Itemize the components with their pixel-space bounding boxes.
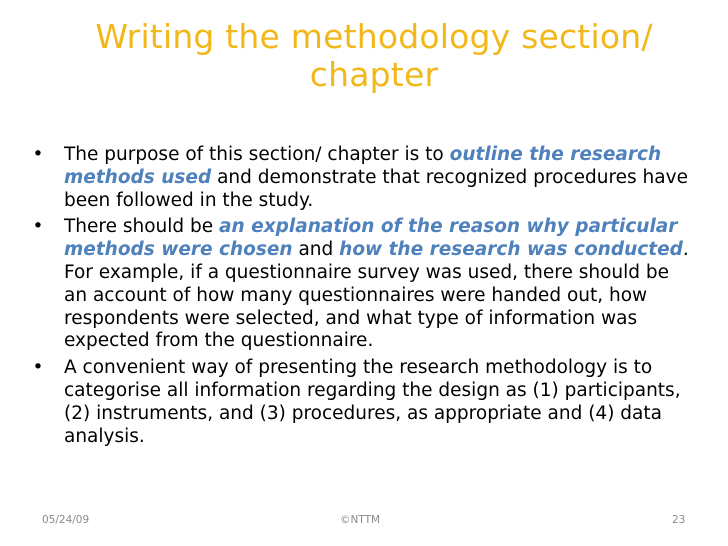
footer-date: 05/24/09 (42, 514, 90, 526)
footer-page-number: 23 (672, 514, 686, 526)
bullet-text: There should be (64, 216, 220, 238)
bullet-item-categorise (20, 357, 695, 448)
bullet-marker: • (32, 357, 44, 379)
bullet-list (20, 144, 695, 452)
bullet-item-purpose (20, 144, 695, 212)
slide-title (40, 18, 708, 94)
footer-copyright: ©NTTM (340, 514, 381, 526)
bullet-text: and (292, 239, 340, 261)
bullet-emphasis: an explanation of the reason why particular methods were chosen (64, 216, 678, 261)
bullet-text: and demonstrate that recognized procedures have been followed in the study. (64, 166, 688, 211)
bullet-item-explanation (20, 216, 695, 353)
bullet-marker: • (32, 216, 44, 238)
bullet-emphasis: outline the research methods used (64, 144, 662, 188)
bullet-text: A convenient way of presenting the research methodology is to categorise all information regarding the design as (1) participants, (2) instruments, and (3) procedures, as appropriate and (4) data analysis. (64, 357, 681, 447)
slide-title-line2: chapter (309, 55, 439, 94)
slide-title-line1: Writing the methodology section/ (95, 17, 653, 56)
bullet-emphasis: how the research was conducted (339, 239, 683, 261)
bullet-marker: • (32, 144, 44, 165)
bullet-text: . For example, if a questionnaire survey was used, there should be an account of how many questionnaires were handed out, how respondents were selected, and what type of information was expected from the questionnaire. (64, 239, 689, 352)
bullet-text: The purpose of this section/ chapter is to (64, 144, 450, 165)
